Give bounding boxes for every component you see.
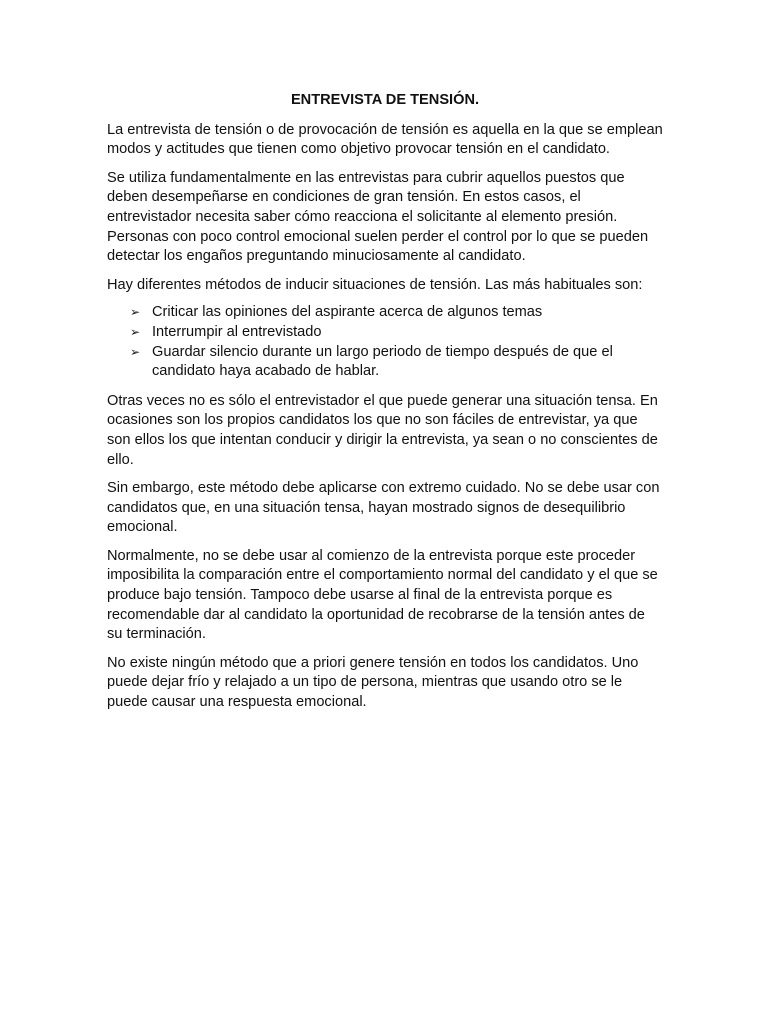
list-item (107, 343, 663, 382)
paragraph-conclusion: No existe ningún método que a priori genere tensión en todos los candidatos. Uno puede dejar frío y relajado a un tipo de persona, mientras que usando otro se le puede causar una respuesta emocional. (107, 654, 639, 711)
list-item-text: Criticar las opiniones del aspirante acerca de algunos temas (152, 304, 543, 321)
paragraph-caution: Sin embargo, este método debe aplicarse con extremo cuidado. No se debe usar con candidatos que, en una situación tensa, hayan mostrado signos de desequilibrio emocional. (107, 480, 660, 536)
methods-list (107, 303, 663, 381)
paragraph-methods-intro: Hay diferentes métodos de inducir situaciones de tensión. Las más habituales son: (107, 276, 643, 293)
paragraph-candidate-tension: Otras veces no es sólo el entrevistador el que puede generar una situación tensa. En ocasiones son los propios candidatos los que no son fáciles de entrevistar, ya que son ellos los que intentan conducir y dirigir la entrevista, ya sean o no conscientes de ello. (107, 392, 658, 468)
paragraph-timing: Normalmente, no se debe usar al comienzo de la entrevista porque este proceder imposibilita la comparación entre el comportamiento normal del candidato y el que se produce bajo tensión. Tampoco debe usarse al final de la entrevista porque es recomendable dar al candidato la oportunidad de recobrarse de la tensión antes de su terminación. (107, 547, 658, 643)
list-item-text: Interrumpir al entrevistado (152, 323, 322, 340)
arrowhead-bullet-icon: ➢ (130, 324, 141, 339)
list-item (107, 303, 663, 323)
document-body (107, 91, 663, 722)
list-item-text: Guardar silencio durante un largo periodo de tiempo después de que el candidato haya acabado de hablar. (152, 343, 613, 380)
arrowhead-bullet-icon: ➢ (130, 344, 141, 359)
paragraph-definition: La entrevista de tensión o de provocación de tensión es aquella en la que se emplean modos y actitudes que tienen como objetivo provocar tensión en el candidato. (107, 121, 663, 158)
arrowhead-bullet-icon: ➢ (130, 305, 141, 320)
paragraph-usage: Se utiliza fundamentalmente en las entrevistas para cubrir aquellos puestos que deben desempeñarse en condiciones de gran tensión. En estos casos, el entrevistador necesita saber cómo reacciona el solicitante al elemento presión. Personas con poco control emocional suelen perder el control por lo que se pueden detectar los engaños preguntando minuciosamente al candidato. (107, 169, 649, 265)
document-title: ENTREVISTA DE TENSIÓN. (290, 92, 480, 108)
list-item (107, 323, 663, 343)
